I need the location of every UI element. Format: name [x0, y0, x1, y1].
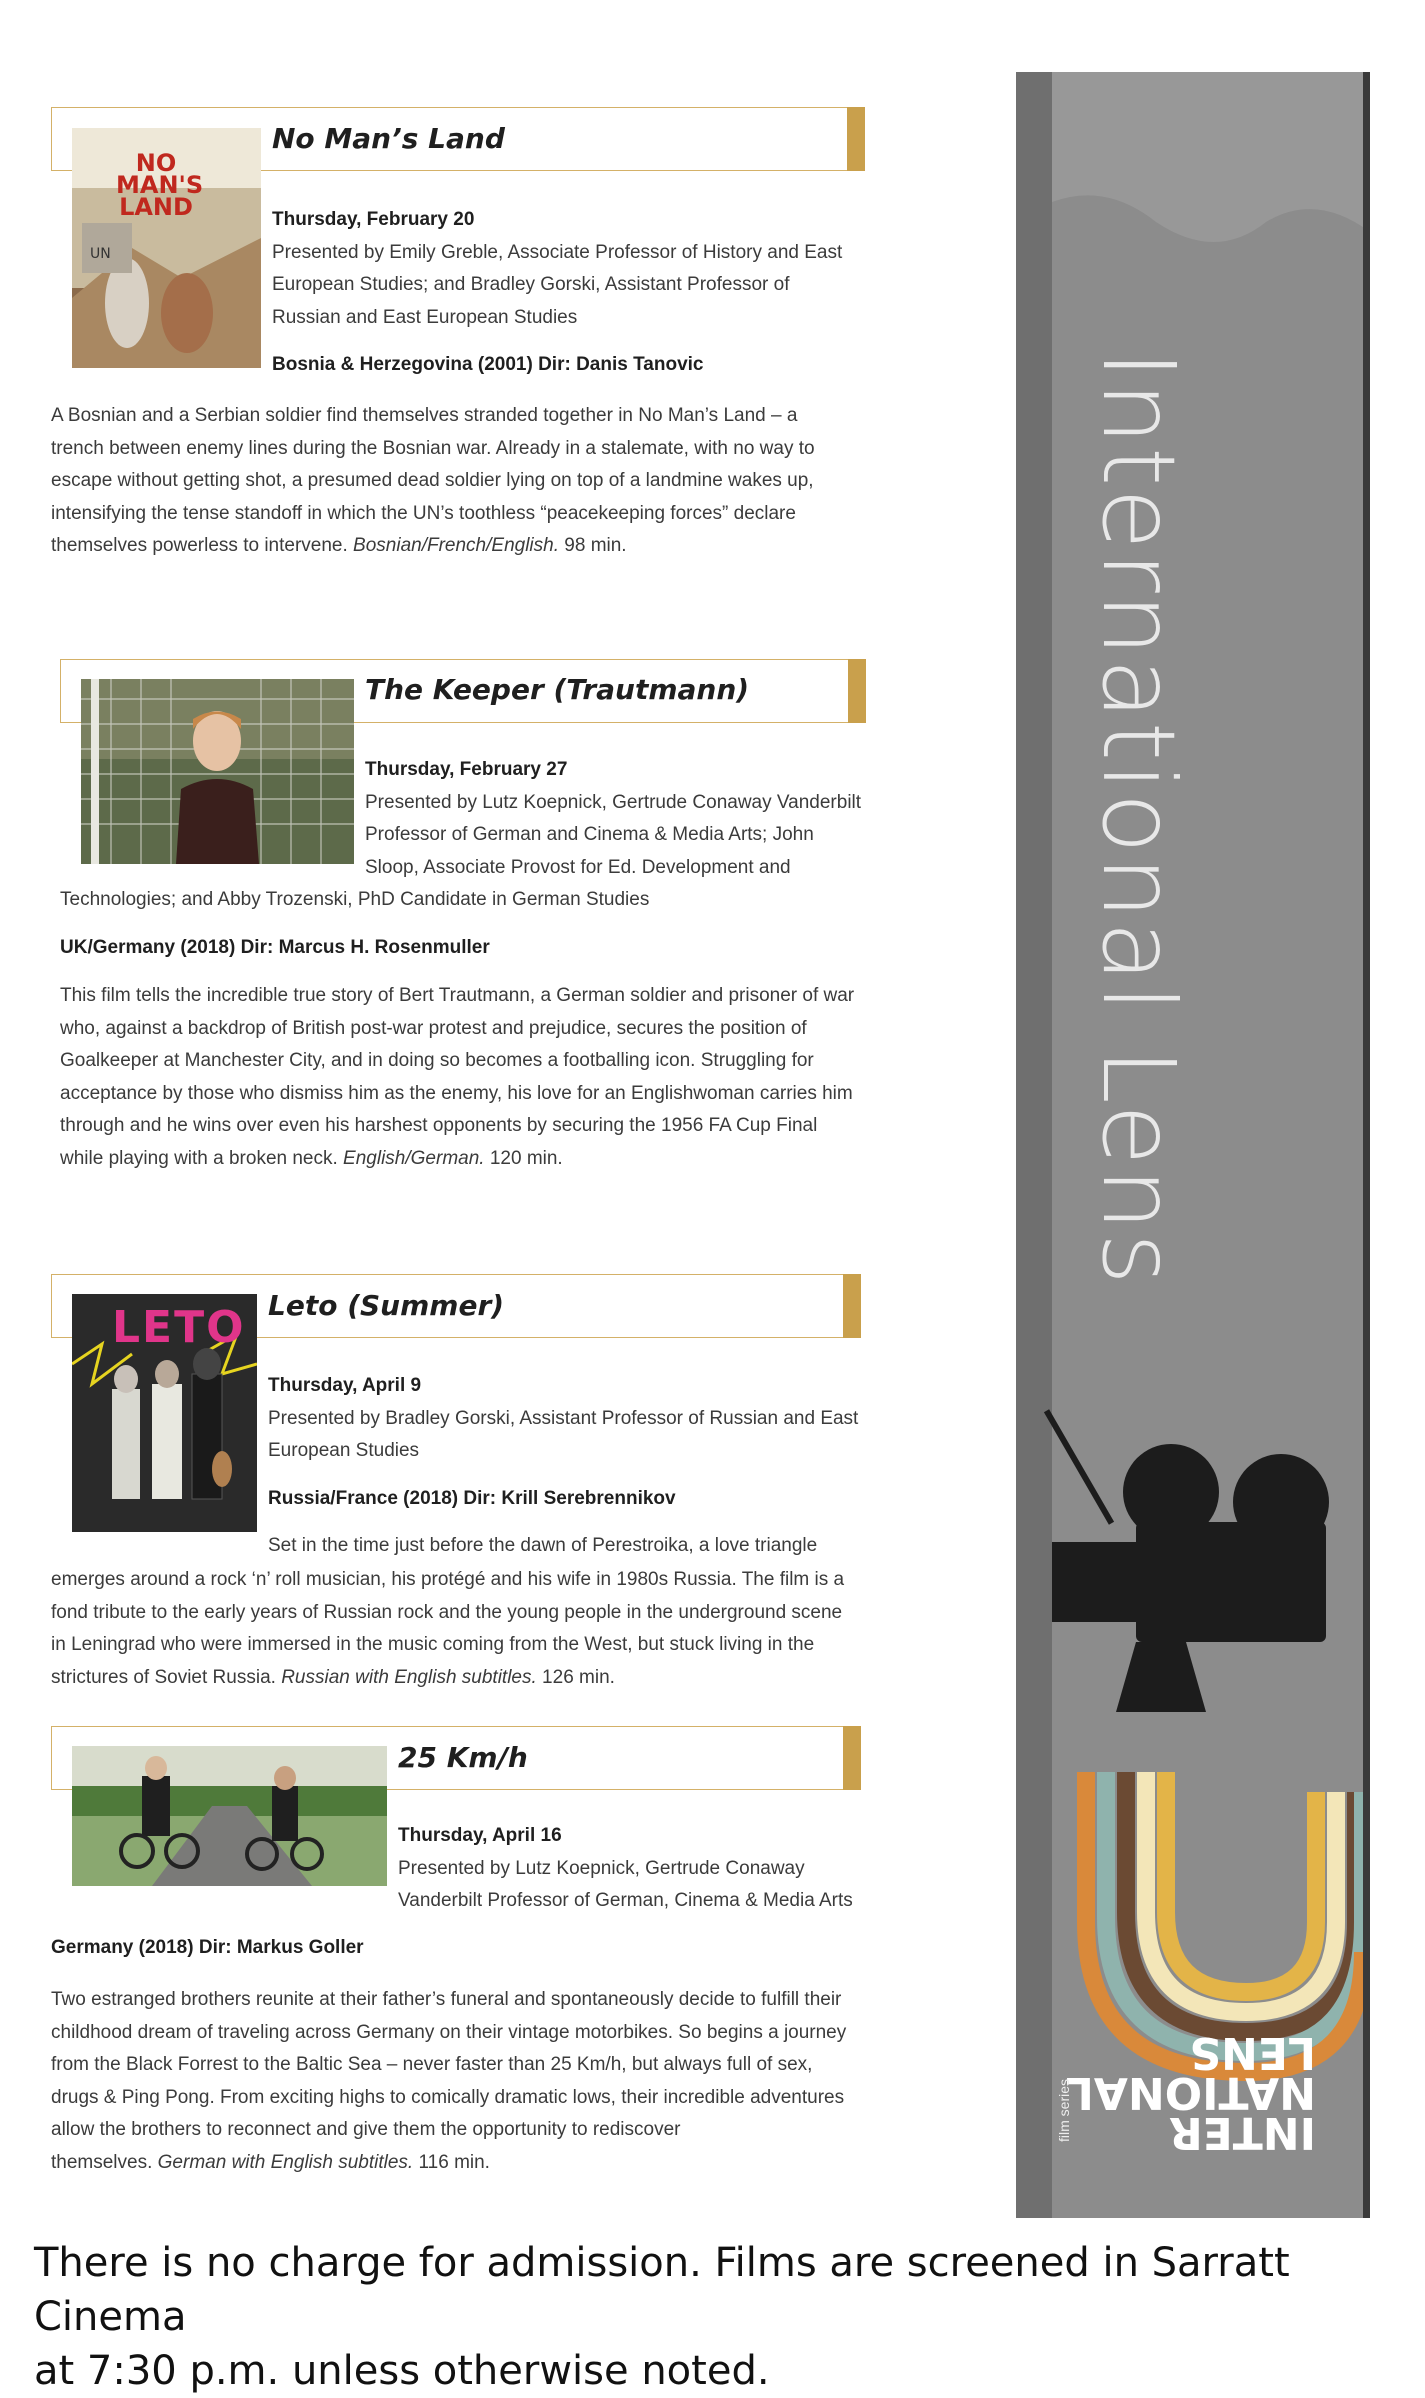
- description-line: [60, 1143, 890, 1176]
- series-title-vertical: [1080, 350, 1197, 1287]
- admission-line: There is no charge for admission. Films are screened in Sarratt Cinema: [34, 2240, 1290, 2340]
- film-runtime: 126 min.: [536, 1666, 615, 1688]
- description-line: drugs & Ping Pong. From exciting highs to comically dramatic lows, their incredible adventures: [51, 2086, 845, 2108]
- film-description: [51, 400, 881, 563]
- film-meta: [272, 204, 882, 382]
- film-meta-continued: [60, 884, 890, 964]
- presenter-line: European Studies; and Bradley Gorski, Assistant Professor of: [272, 274, 790, 295]
- description-text: while playing with a broken neck.: [60, 1147, 344, 1169]
- description-line: fond tribute to the early years of Russian rock and the young people in the underground scene: [51, 1601, 843, 1623]
- presenter-line: Professor of German and Cinema & Media Arts; John: [365, 824, 814, 845]
- description-line: from the Black Forrest to the Baltic Sea – never faster than 25 Km/h, but always full of sex,: [51, 2054, 813, 2075]
- title-bar-accent: [847, 107, 865, 171]
- description-line: through and he wins over even his harshest opponents by securing the 1956 FA Cup Final: [60, 1115, 818, 1136]
- film-credit: UK/Germany (2018) Dir: Marcus H. Rosenmuller: [60, 936, 490, 958]
- series-title: International Lens: [1080, 350, 1197, 1287]
- description-line: allow the brothers to reconnect and give them the opportunity to rediscover: [51, 2119, 681, 2140]
- sidebar-edge: [1363, 72, 1370, 2218]
- description-line: Goalkeeper at Manchester City, and in doing so becomes a footballing icon. Struggling for: [60, 1050, 814, 1071]
- film-language: German with English subtitles.: [157, 2151, 414, 2173]
- description-line: trench between enemy lines during the Bosnian war. Already in a stalemate, with no way to: [51, 437, 815, 459]
- film-meta: [365, 754, 885, 884]
- description-line: [51, 530, 881, 563]
- presenter-line: Presented by Lutz Koepnick, Gertrude Conaway Vanderbilt: [365, 791, 862, 813]
- description-text: themselves.: [51, 2151, 158, 2173]
- description-line: [51, 1662, 881, 1695]
- still-art: [72, 1746, 387, 1886]
- presenter-line: Sloop, Associate Provost for Ed. Development and: [365, 856, 791, 878]
- presenter-line: Presented by Lutz Koepnick, Gertrude Conaway: [398, 1857, 805, 1879]
- film-credit: Bosnia & Herzegovina (2001) Dir: Danis Tanovic: [272, 354, 704, 375]
- presenter-line: Vanderbilt Professor of German, Cinema & Media Arts: [398, 1890, 853, 1911]
- film-runtime: 98 min.: [559, 535, 627, 556]
- film-language: English/German.: [343, 1147, 485, 1169]
- film-meta: [398, 1820, 878, 1918]
- still-art: [81, 679, 354, 864]
- description-line: This film tells the incredible true story of Bert Trautmann, a German soldier and prisoner of war: [60, 985, 855, 1006]
- presenter-line: Russian and East European Studies: [272, 306, 578, 328]
- svg-text:UN: UN: [90, 246, 111, 262]
- title-bar-accent: [848, 659, 866, 723]
- description-line: who, against a backdrop of British post-war protest and prejudice, secures the position of: [60, 1017, 807, 1039]
- logo-text: INTER NATIONAL LENS: [1065, 2027, 1316, 2158]
- film-description: [51, 1564, 881, 1694]
- screening-date: Thursday, February 20: [272, 209, 475, 230]
- film-still-25-kmh: [72, 1746, 387, 1886]
- screening-date: Thursday, February 27: [365, 759, 568, 780]
- description-text: themselves powerless to intervene.: [51, 535, 354, 556]
- presenter-line: Presented by Emily Greble, Associate Professor of History and East: [272, 241, 843, 263]
- admission-line: at 7:30 p.m. unless otherwise noted.: [34, 2348, 770, 2394]
- film-still-the-keeper: [81, 679, 354, 864]
- series-logo: [1056, 2012, 1316, 2158]
- description-line: [51, 2147, 881, 2180]
- film-title: The Keeper (Trautmann): [365, 673, 750, 706]
- film-credit: Russia/France (2018) Dir: Krill Serebrennikov: [268, 1487, 676, 1509]
- description-line: intensifying the tense standoff in which the UN’s toothless “peacekeeping forces” declare: [51, 502, 796, 524]
- presenter-line: European Studies: [268, 1440, 420, 1461]
- film-description: [51, 1984, 881, 2179]
- film-language: Bosnian/French/English.: [353, 535, 559, 556]
- title-bar-accent: [843, 1274, 861, 1338]
- admission-note: [34, 2236, 1364, 2398]
- description-line: Two estranged brothers reunite at their father’s funeral and spontaneously decide to fulfill their: [51, 1989, 842, 2010]
- film-meta-continued: [51, 1932, 881, 1965]
- description-line: emerges around a rock ‘n’ roll musician, his protégé and his wife in 1980s Russia. The film is a: [51, 1569, 845, 1590]
- description-line: A Bosnian and a Serbian soldier find themselves stranded together in No Man’s Land – a: [51, 405, 798, 426]
- screening-date: Thursday, April 16: [398, 1825, 562, 1846]
- poster-title-text: LETO: [112, 1302, 246, 1353]
- title-bar-accent: [843, 1726, 861, 1790]
- screening-date: Thursday, April 9: [268, 1375, 422, 1396]
- film-title: Leto (Summer): [268, 1289, 505, 1322]
- logo-subtext: film series: [1056, 2078, 1072, 2142]
- description-line: escape without getting shot, a presumed dead soldier lying on top of a landmine wakes up,: [51, 470, 814, 491]
- film-runtime: 116 min.: [413, 2151, 490, 2173]
- description-text: strictures of Soviet Russia.: [51, 1666, 282, 1688]
- film-description: [60, 980, 890, 1175]
- poster-title-text: NO MAN'S LAND: [116, 149, 204, 221]
- film-title: 25 Km/h: [398, 1741, 528, 1774]
- presenter-line: Technologies; and Abby Trozenski, PhD Candidate in German Studies: [60, 889, 650, 910]
- description-line: acceptance by those who dismiss him as the enemy, his love for an Englishwoman carries him: [60, 1082, 853, 1104]
- film-title: No Man’s Land: [272, 122, 505, 155]
- film-meta: [268, 1370, 878, 1563]
- film-credit: Germany (2018) Dir: Markus Goller: [51, 1937, 364, 1958]
- description-line: Set in the time just before the dawn of Perestroika, a love triangle: [268, 1535, 818, 1556]
- description-line: in Leningrad who were immersed in the music coming from the West, but stuck living in the: [51, 1634, 815, 1655]
- film-language: Russian with English subtitles.: [281, 1666, 537, 1688]
- presenter-line: Presented by Bradley Gorski, Assistant Professor of Russian and East: [268, 1407, 859, 1429]
- film-runtime: 120 min.: [484, 1147, 563, 1169]
- film-poster-no-mans-land: [72, 128, 261, 368]
- description-line: childhood dream of traveling across Germany on their vintage motorbikes. So begins a journey: [51, 2021, 847, 2043]
- film-poster-leto: [72, 1294, 257, 1532]
